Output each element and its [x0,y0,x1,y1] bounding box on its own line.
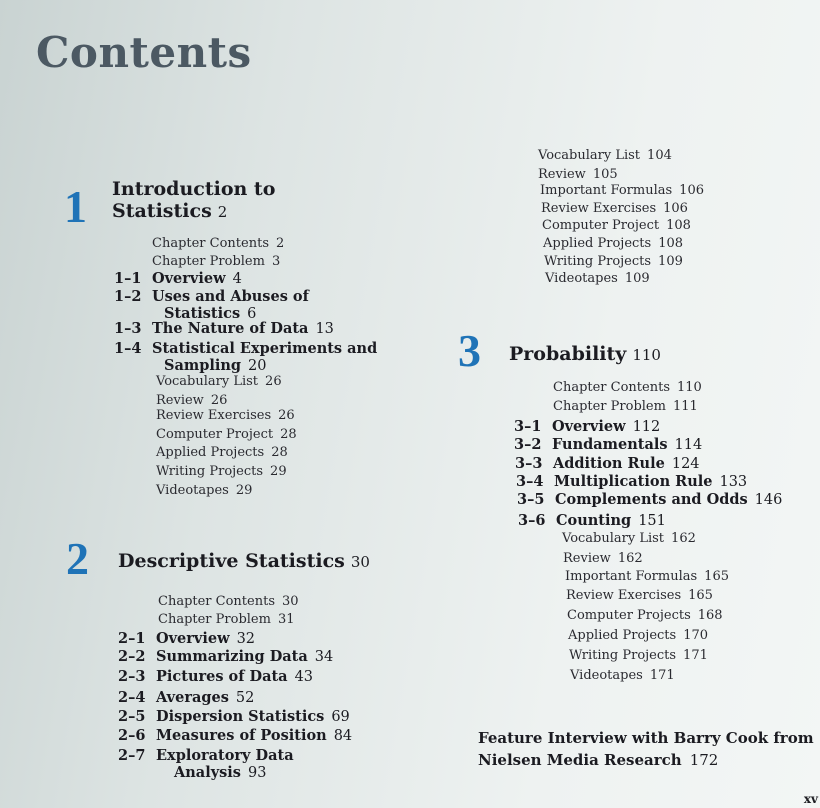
chapter-1-title[interactable] [112,178,275,223]
toc-section[interactable]: 1–2 Uses and Abuses of Statistics 6 [114,288,309,322]
chapter-1-title-line1: Introduction to [112,178,276,200]
chapter-3-number: 3 [458,325,481,376]
toc-entry[interactable]: Chapter Contents 2 [152,236,285,251]
chapter-3-page: 110 [632,346,661,364]
toc-entry[interactable]: Applied Projects 28 [156,445,288,460]
toc-entry[interactable]: Computer Project 108 [542,218,691,233]
toc-entry[interactable]: Vocabulary List 26 [156,374,282,389]
toc-entry[interactable]: Applied Projects 170 [568,628,709,643]
toc-section[interactable]: 3–4 Multiplication Rule 133 [516,473,748,490]
toc-section[interactable]: 1–3 The Nature of Data 13 [114,320,334,337]
toc-entry[interactable]: Chapter Problem 31 [158,612,295,627]
toc-entry[interactable]: Review 105 [538,167,618,182]
toc-section[interactable]: 2–4 Averages 52 [118,689,255,706]
toc-entry[interactable]: Review 162 [563,551,643,566]
chapter-1-title-line2: Statistics [112,200,212,222]
toc-entry[interactable]: Chapter Contents 110 [553,380,702,395]
feature-line1: Feature Interview with Barry Cook from [478,729,814,747]
toc-entry[interactable]: Chapter Contents 30 [158,594,299,609]
toc-section[interactable]: 2–2 Summarizing Data 34 [118,648,334,665]
chapter-1-number: 1 [64,181,87,232]
feature-line2: Nielsen Media Research [478,751,682,769]
toc-section[interactable]: 3–2 Fundamentals 114 [514,436,703,453]
toc-entry[interactable]: Writing Projects 171 [569,648,708,663]
toc-entry[interactable]: Videotapes 29 [156,483,253,498]
toc-entry[interactable]: Vocabulary List 162 [562,531,696,546]
chapter-3-title[interactable] [509,343,661,366]
toc-entry[interactable]: Important Formulas 165 [565,569,729,584]
chapter-2-title-text: Descriptive Statistics [118,550,345,572]
toc-section[interactable]: 2–1 Overview 32 [118,630,256,647]
chapter-2-page: 30 [350,553,370,571]
chapter-2-number: 2 [66,533,89,584]
toc-section[interactable]: 1–4 Statistical Experiments and Sampling 20 [114,340,378,374]
toc-entry[interactable]: Videotapes 109 [545,271,650,286]
toc-entry[interactable]: Review 26 [156,393,228,408]
toc-entry[interactable]: Review Exercises 165 [566,588,713,603]
page-folio: xv [803,792,818,806]
toc-entry[interactable]: Chapter Problem 3 [152,254,281,269]
toc-section[interactable]: 3–3 Addition Rule 124 [515,455,700,472]
toc-entry[interactable]: Chapter Problem 111 [553,399,698,414]
toc-entry[interactable]: Vocabulary List 104 [538,148,672,163]
toc-section[interactable]: 3–5 Complements and Odds 146 [517,491,783,508]
toc-entry[interactable]: Review Exercises 106 [541,201,688,216]
feature-interview-entry[interactable] [478,727,814,771]
toc-entry[interactable]: Videotapes 171 [570,668,675,683]
toc-entry[interactable]: Computer Projects 168 [567,608,723,623]
chapter-2-title[interactable] [118,550,370,573]
toc-entry[interactable]: Computer Project 28 [156,427,297,442]
toc-section[interactable]: 3–6 Counting 151 [518,512,666,529]
toc-entry[interactable]: Important Formulas 106 [540,183,704,198]
toc-section[interactable]: 2–3 Pictures of Data 43 [118,668,314,685]
toc-entry[interactable]: Writing Projects 109 [544,254,683,269]
toc-entry[interactable]: Writing Projects 29 [156,464,287,479]
toc-section[interactable]: 3–1 Overview 112 [514,418,661,435]
toc-section[interactable]: 1–1 Overview 4 [114,270,242,287]
chapter-3-title-text: Probability [509,343,627,365]
page-title: Contents [36,28,252,77]
toc-section[interactable]: 2–7 Exploratory Data Analysis 93 [118,747,294,781]
toc-entry[interactable]: Review Exercises 26 [156,408,295,423]
toc-section[interactable]: 2–5 Dispersion Statistics 69 [118,708,350,725]
toc-section[interactable]: 2–6 Measures of Position 84 [118,727,353,744]
feature-page: 172 [689,751,719,769]
chapter-1-page: 2 [217,203,228,221]
toc-entry[interactable]: Applied Projects 108 [543,236,684,251]
